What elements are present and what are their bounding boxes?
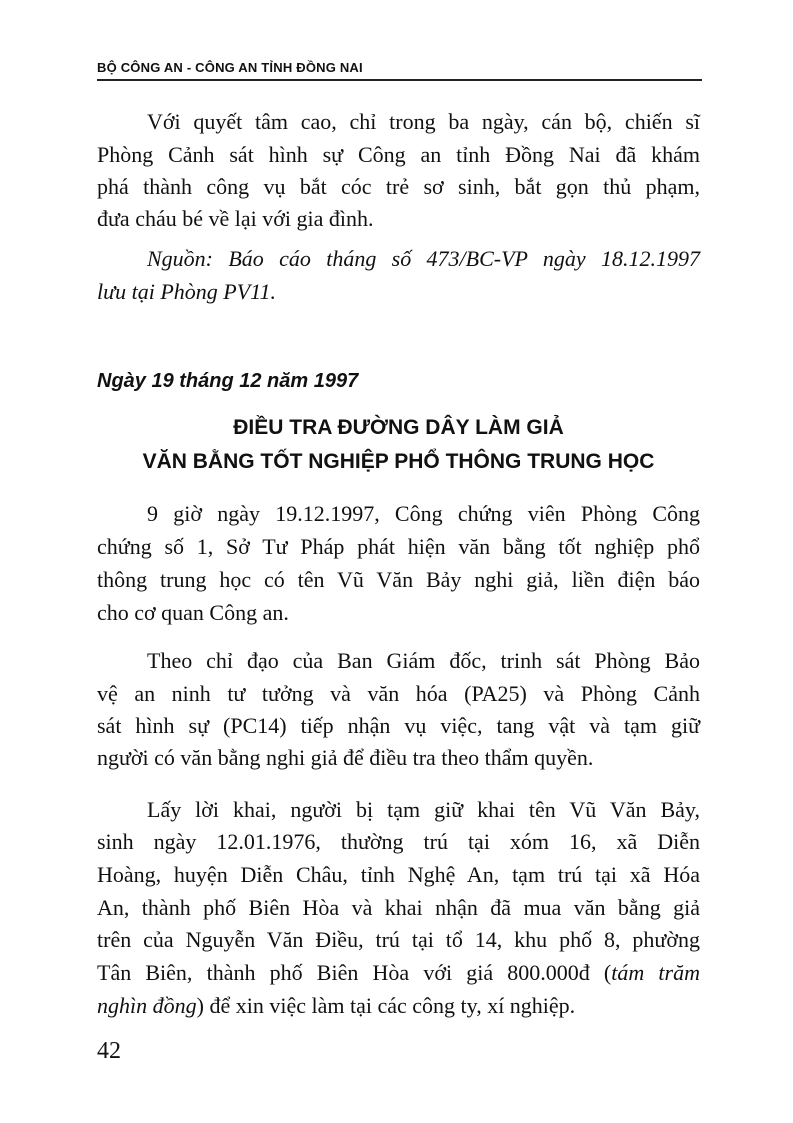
running-header: BỘ CÔNG AN - CÔNG AN TỈNH ĐỒNG NAI xyxy=(97,60,363,75)
entry-date: Ngày 19 tháng 12 năm 1997 xyxy=(97,370,359,392)
header-rule xyxy=(97,79,702,81)
italic-segment: nghìn đồng xyxy=(97,993,197,1018)
text-line: cho cơ quan Công an. xyxy=(97,600,289,625)
text-line: lưu tại Phòng PV11. xyxy=(97,279,277,304)
entry-title-line-2: VĂN BẰNG TỐT NGHIỆP PHỔ THÔNG TRUNG HỌC xyxy=(142,450,655,473)
text-line: sinh ngày 12.01.1976, thường trú tại xóm 16, xã Diễn xyxy=(97,829,700,854)
text-line xyxy=(97,993,700,1025)
text-line: thông trung học có tên Vũ Văn Bảy nghi giả, liền điện báo xyxy=(97,567,700,592)
text-line: chứng số 1, Sở Tư Pháp phát hiện văn bằng tốt nghiệp phổ xyxy=(97,534,700,559)
text-line: đưa cháu bé về lại với gia đình. xyxy=(97,206,374,231)
text-line: phá thành công vụ bắt cóc trẻ sơ sinh, bắt gọn thủ phạm, xyxy=(97,174,700,199)
text-line: 9 giờ ngày 19.12.1997, Công chứng viên Phòng Công xyxy=(147,501,700,526)
text-segment: ) để xin việc làm tại các công ty, xí nghiệp. xyxy=(196,993,576,1018)
text-segment: Tân Biên, thành phố Biên Hòa với giá 800.000đ ( xyxy=(97,960,612,985)
text-line: An, thành phố Biên Hòa và khai nhận đã mua văn bằng giả xyxy=(97,895,700,920)
text-line: Lấy lời khai, người bị tạm giữ khai tên Vũ Văn Bảy, xyxy=(147,797,700,822)
text-line: vệ an ninh tư tưởng và văn hóa (PA25) và Phòng Cảnh xyxy=(97,681,700,706)
text-line: người có văn bằng nghi giả để điều tra theo thẩm quyền. xyxy=(97,745,594,770)
italic-segment: tám trăm xyxy=(611,960,700,985)
text-line: Với quyết tâm cao, chỉ trong ba ngày, cán bộ, chiến sĩ xyxy=(147,109,700,134)
entry-title-line-1: ĐIỀU TRA ĐƯỜNG DÂY LÀM GIẢ xyxy=(233,416,564,439)
text-line xyxy=(97,960,700,992)
text-line: Theo chỉ đạo của Ban Giám đốc, trinh sát Phòng Bảo xyxy=(147,648,700,673)
text-line: Nguồn: Báo cáo tháng số 473/BC-VP ngày 18.12.1997 xyxy=(147,246,700,271)
text-line: Hoàng, huyện Diễn Châu, tỉnh Nghệ An, tạm trú tại xã Hóa xyxy=(97,862,700,887)
page-number: 42 xyxy=(97,1038,121,1064)
text-line: sát hình sự (PC14) tiếp nhận vụ việc, tang vật và tạm giữ xyxy=(97,713,700,738)
text-line: Phòng Cảnh sát hình sự Công an tỉnh Đồng Nai đã khám xyxy=(97,142,700,167)
text-line: trên của Nguyễn Văn Điều, trú tại tổ 14, khu phố 8, phường xyxy=(97,927,700,952)
